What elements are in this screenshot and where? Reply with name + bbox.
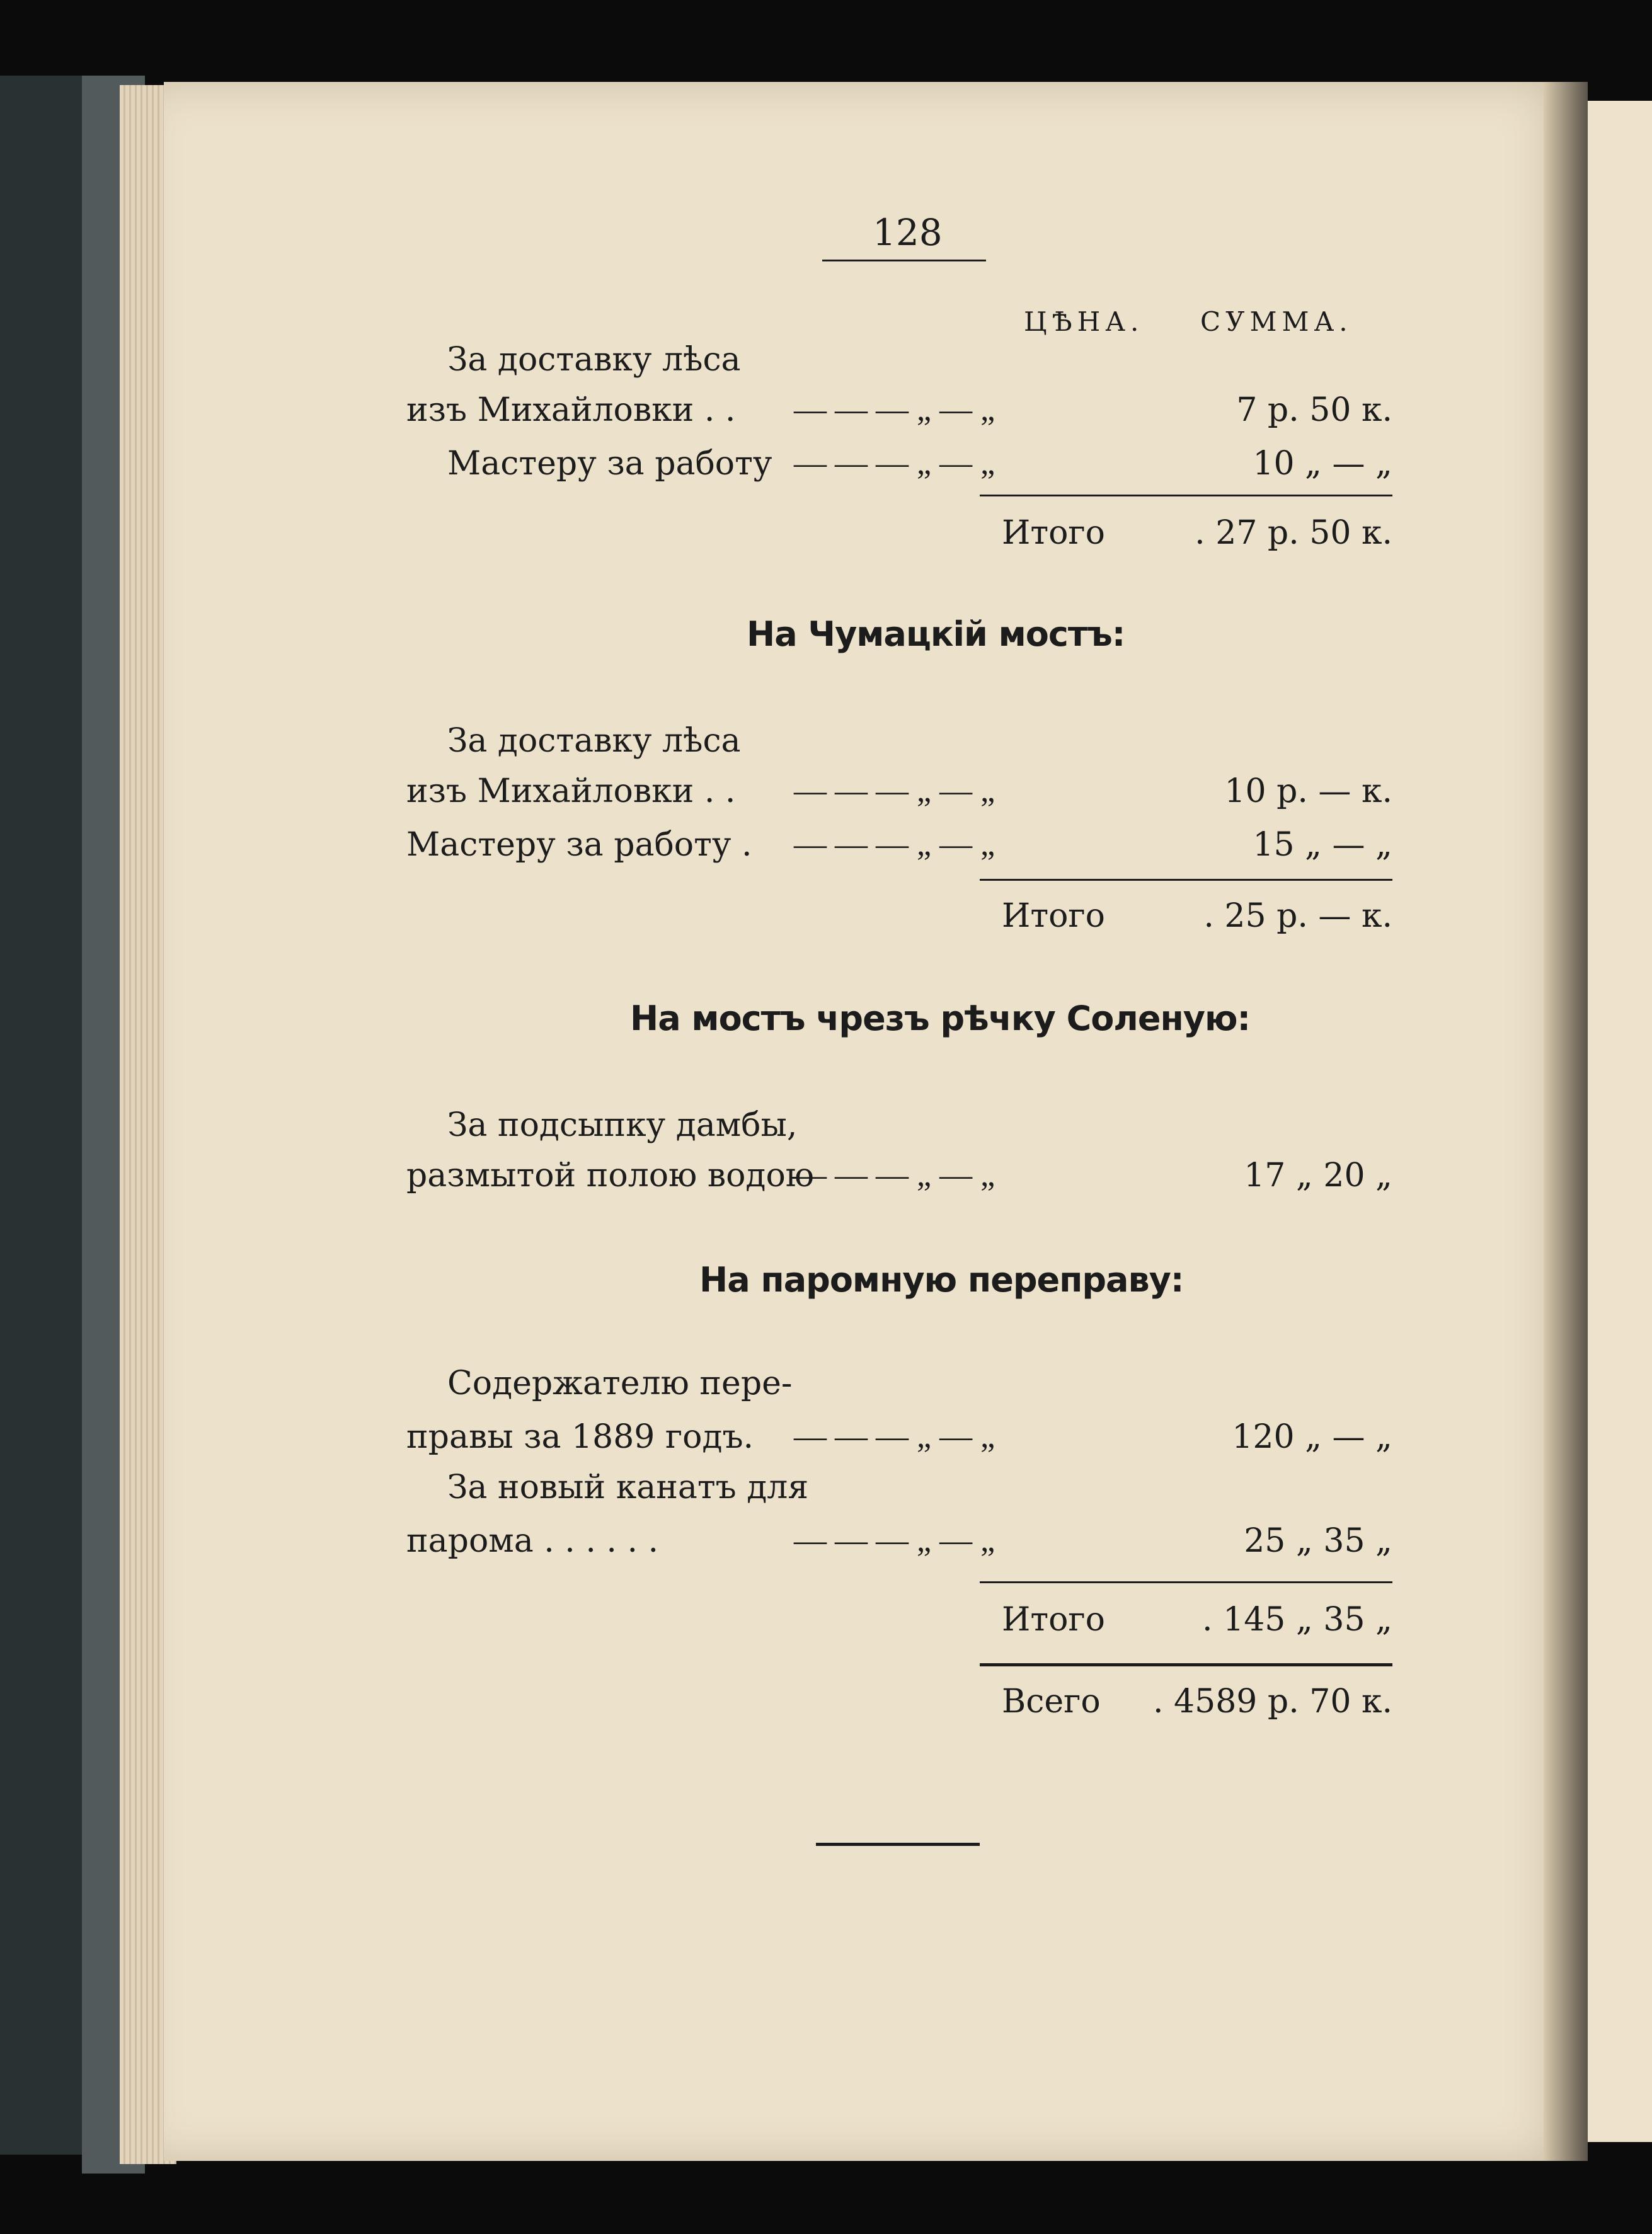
s4-heading: На паромную переправу:	[699, 1260, 1184, 1300]
end-rule	[816, 1843, 980, 1846]
s3-line2-dashes: — — — „ — „	[794, 1157, 995, 1193]
s3-line1: За подсыпку дамбы,	[447, 1106, 798, 1144]
s2-heading: На Чумацкій мостъ:	[747, 614, 1125, 654]
s4-total-label: Итого	[1002, 1601, 1105, 1639]
book-gutter	[1544, 82, 1588, 2161]
s4-line2-label: правы за 1889 годъ.	[406, 1418, 754, 1456]
s1-line2-dashes: — — — „ — „	[794, 392, 995, 428]
s1-line3-value: 10 „ — „	[1253, 445, 1392, 483]
s4-line2-value: 120 „ — „	[1232, 1418, 1392, 1456]
s2-line1: За доставку лѣса	[447, 722, 741, 760]
s2-total-value: . 25 р. — к.	[1203, 897, 1392, 935]
s1-line3-label: Мастеру за работу	[447, 445, 772, 483]
s2-line2-value: 10 р. — к.	[1224, 772, 1392, 810]
column-header-sum: СУММА.	[1200, 306, 1353, 337]
s4-line4-label: парома . . . . . .	[406, 1522, 659, 1560]
s1-line2-label: изъ Михайловки . .	[406, 391, 736, 429]
grand-total-rule	[980, 1663, 1392, 1666]
s1-total-rule	[980, 495, 1392, 496]
s4-line1: Содержателю пере-	[447, 1365, 793, 1402]
s1-line1: За доставку лѣса	[447, 341, 741, 379]
s2-line2-label: изъ Михайловки . .	[406, 772, 736, 810]
s4-total-rule	[980, 1581, 1392, 1583]
s1-line2-value: 7 р. 50 к.	[1236, 391, 1392, 429]
s2-line3-label: Мастеру за работу .	[406, 826, 752, 864]
s2-line3-value: 15 „ — „	[1253, 826, 1392, 864]
s4-total-value: . 145 „ 35 „	[1202, 1601, 1392, 1639]
s1-total-value: . 27 р. 50 к.	[1195, 514, 1392, 552]
s1-line3-dashes: — — — „ — „	[794, 445, 995, 481]
s3-line2-label: размытой полою водою	[406, 1157, 815, 1194]
s4-line4-value: 25 „ 35 „	[1244, 1522, 1392, 1560]
s3-line2-value: 17 „ 20 „	[1244, 1157, 1392, 1194]
column-header-price: ЦѢНА.	[1024, 306, 1144, 337]
s2-total-rule	[980, 879, 1392, 881]
grand-total-label: Всего	[1002, 1683, 1101, 1721]
s2-line2-dashes: — — — „ — „	[794, 773, 995, 809]
page-number: 128	[873, 211, 943, 254]
facing-page	[1588, 101, 1652, 2142]
s4-line3: За новый канатъ для	[447, 1469, 809, 1506]
s2-total-label: Итого	[1002, 897, 1105, 935]
s4-line2-dashes: — — — „ — „	[794, 1419, 995, 1455]
page-number-rule	[822, 260, 986, 261]
s3-heading: На мостъ чрезъ рѣчку Соленую:	[630, 999, 1251, 1038]
s1-total-label: Итого	[1002, 514, 1105, 552]
s2-line3-dashes: — — — „ — „	[794, 827, 995, 862]
s4-line4-dashes: — — — „ — „	[794, 1523, 995, 1559]
grand-total-value: . 4589 р. 70 к.	[1153, 1683, 1392, 1721]
